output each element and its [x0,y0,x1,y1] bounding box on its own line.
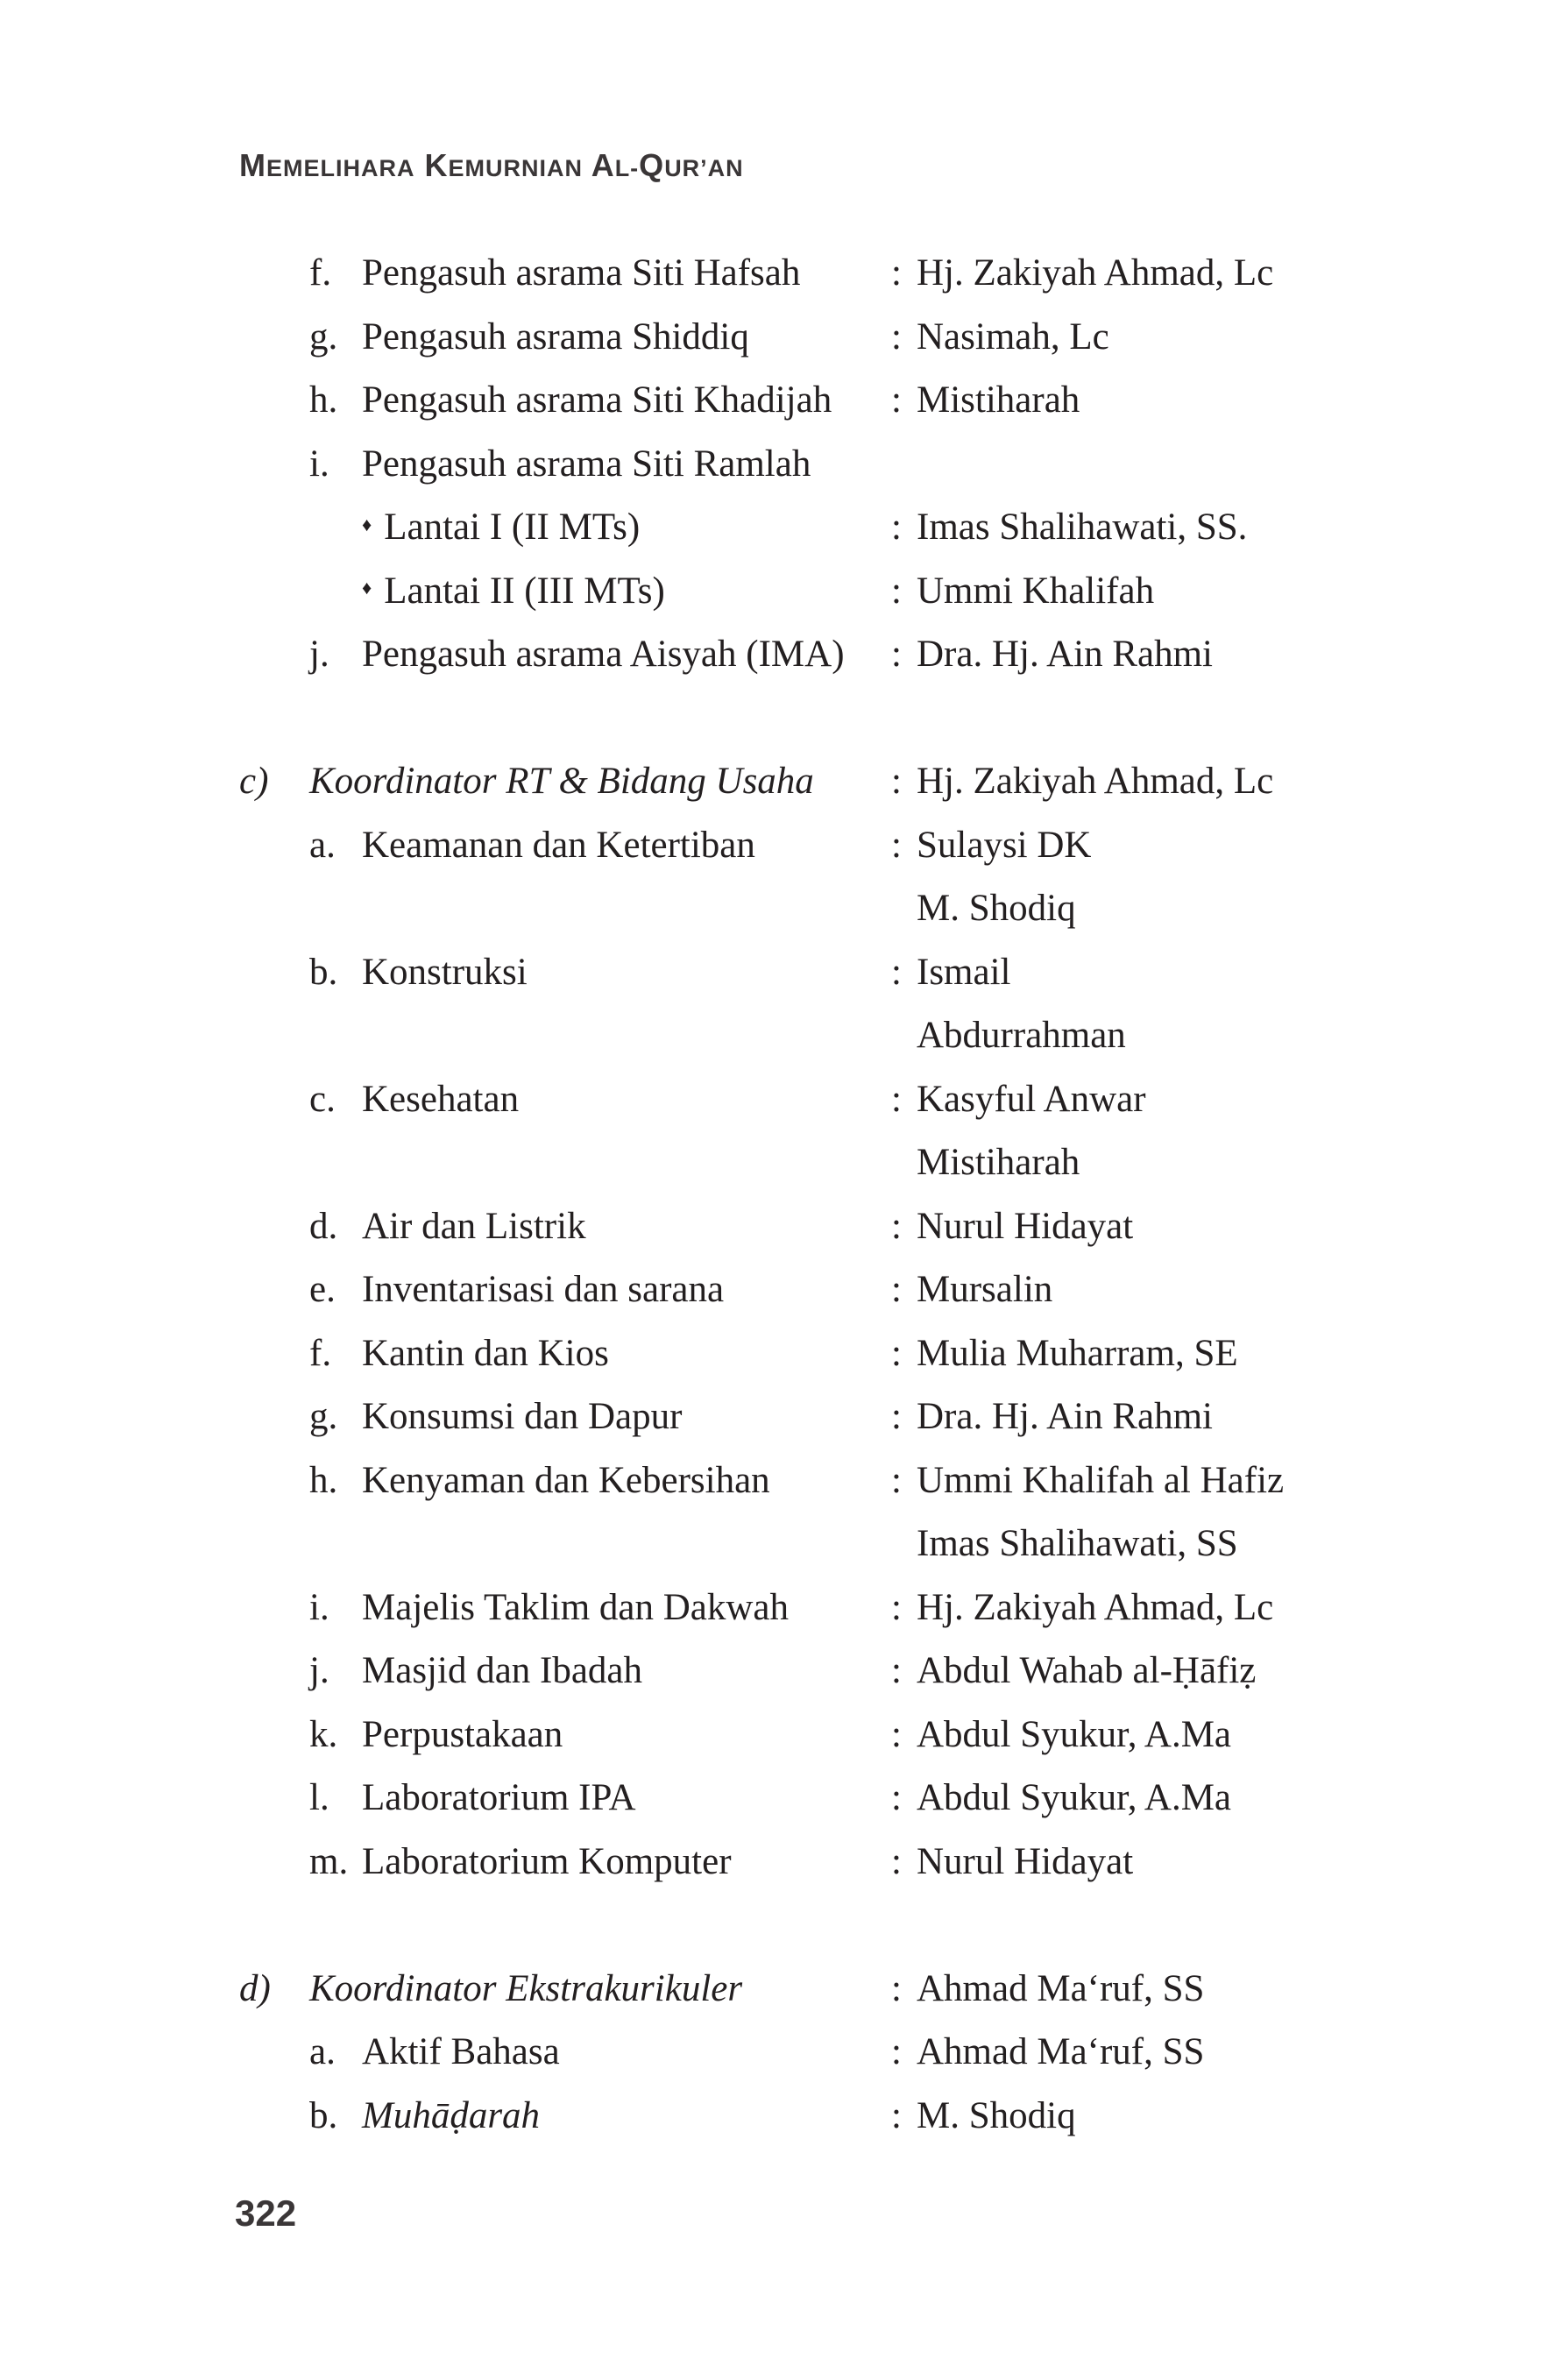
item-label: Aktif Bahasa [362,2031,560,2072]
item-label: Pengasuh asrama Siti Khadijah [362,379,832,421]
item-letter: f. [309,1332,332,1374]
header-char: M [239,147,266,183]
diamond-bullet-icon: ♦ [362,513,372,535]
item-letter: i. [309,443,329,485]
list-item [0,814,1551,878]
header-text: EMELIHARA [266,155,415,181]
item-value: M. Shodiq [917,2094,1076,2136]
item-value: Imas Shalihawati, SS [917,1523,1238,1564]
list-item [0,1704,1551,1767]
item-label: Pengasuh asrama Aisyah (IMA) [362,634,845,675]
colon: : [891,1269,902,1310]
item-letter: j. [309,1650,329,1691]
item-label: Muhāḍarah [362,2094,541,2136]
item-value: Kasyful Anwar [917,1078,1146,1120]
colon: : [891,761,902,802]
section-marker: d) [239,1967,271,2009]
section-heading-c [0,750,1551,814]
item-label: Perpustakaan [362,1713,563,1755]
item-label: Inventarisasi dan sarana [362,1269,725,1310]
item-label: Laboratorium IPA [362,1777,636,1818]
item-label: Pengasuh asrama Siti Ramlah [362,443,811,485]
item-value: Abdul Syukur, A.Ma [917,1777,1232,1818]
list-item [0,1449,1551,1513]
colon: : [891,252,902,294]
list-item [0,1576,1551,1640]
list-item-continued [0,1131,1551,1195]
item-label [362,496,640,562]
item-value: Dra. Hj. Ain Rahmi [917,634,1213,675]
item-letter: l. [309,1777,329,1818]
item-value: Imas Shalihawati, SS. [917,506,1248,548]
list-item [0,941,1551,1005]
item-letter: e. [309,1269,336,1310]
item-letter: h. [309,379,338,421]
list-subitem [0,560,1551,624]
list-item [0,433,1551,497]
item-letter: a. [309,824,336,866]
colon: : [891,634,902,675]
item-value: Hj. Zakiyah Ahmad, Lc [917,252,1274,294]
item-letter: a. [309,2031,336,2072]
list-item [0,369,1551,433]
colon: : [891,1586,902,1628]
subitem-label: Lantai I (II MTs) [384,506,641,548]
list-item [0,2085,1551,2149]
colon: : [891,1967,902,2009]
list-item-continued [0,1004,1551,1068]
item-label: Laboratorium Komputer [362,1840,732,1882]
section-heading-d [0,1958,1551,2022]
colon: : [891,1713,902,1755]
item-value: Nurul Hidayat [917,1840,1134,1882]
list-item [0,1195,1551,1259]
item-value: Sulaysi DK [917,824,1092,866]
colon: : [891,315,902,358]
item-label: Masjid dan Ibadah [362,1650,643,1691]
section-title: Koordinator Ekstrakurikuler [309,1967,743,2009]
item-label [362,560,665,626]
header-char: Q [639,147,665,183]
colon: : [891,1205,902,1247]
colon: : [891,1840,902,1882]
item-value: Hj. Zakiyah Ahmad, Lc [917,1586,1274,1628]
header-char: K [424,147,449,183]
list-item-continued [0,1512,1551,1576]
subitem-label: Lantai II (III MTs) [384,570,665,612]
section-value: Hj. Zakiyah Ahmad, Lc [917,761,1274,802]
header-text: EMURNIAN [448,155,584,181]
colon: : [891,506,902,548]
item-label: Air dan Listrik [362,1205,586,1247]
colon: : [891,1459,902,1501]
list-item [0,242,1551,306]
colon: : [891,1332,902,1374]
item-letter: b. [309,951,338,993]
item-letter: k. [309,1713,338,1755]
list-item [0,2021,1551,2085]
list-item [0,1322,1551,1386]
item-letter: j. [309,634,329,675]
colon: : [891,2031,902,2072]
item-value: Ahmad Ma‘ruf, SS [917,2031,1205,2072]
item-letter: h. [309,1459,338,1501]
item-letter: i. [309,1586,329,1628]
item-value: Ummi Khalifah al Hafiz [917,1459,1285,1501]
item-value: Nasimah, Lc [917,315,1109,358]
item-value: Abdul Syukur, A.Ma [917,1713,1232,1755]
list-item [0,1068,1551,1132]
item-label: Konstruksi [362,951,528,993]
colon: : [891,1078,902,1120]
header-char: A [591,147,615,183]
list-item [0,623,1551,687]
item-value: Abdurrahman [917,1015,1126,1056]
colon: : [891,570,902,612]
running-header [239,147,744,184]
page-content [0,242,1551,2148]
item-label: Kesehatan [362,1078,520,1120]
item-value: Ummi Khalifah [917,570,1155,612]
list-item [0,1640,1551,1704]
section-title: Koordinator RT & Bidang Usaha [309,761,814,802]
colon: : [891,1650,902,1691]
item-letter: m. [309,1840,349,1882]
item-value: Ismail [917,951,1011,993]
list-item [0,1767,1551,1831]
item-letter: g. [309,1396,338,1437]
item-label: Pengasuh asrama Shiddiq [362,315,749,358]
list-item [0,306,1551,370]
list-item [0,1258,1551,1322]
colon: : [891,951,902,993]
item-letter: c. [309,1078,336,1120]
item-label: Keamanan dan Ketertiban [362,824,755,866]
item-label: Konsumsi dan Dapur [362,1396,683,1437]
colon: : [891,379,902,421]
section-marker: c) [239,761,269,802]
item-letter: b. [309,2094,338,2136]
item-value: Dra. Hj. Ain Rahmi [917,1396,1213,1437]
diamond-bullet-icon: ♦ [362,577,372,599]
list-subitem [0,496,1551,560]
item-value: Nurul Hidayat [917,1205,1134,1247]
header-text: L- [614,155,640,181]
colon: : [891,824,902,866]
page-number: 322 [235,2192,297,2234]
item-letter: g. [309,315,338,358]
item-value: Mulia Muharram, SE [917,1332,1238,1374]
item-label: Kantin dan Kios [362,1332,609,1374]
list-item-continued [0,877,1551,941]
item-label: Majelis Taklim dan Dakwah [362,1586,790,1628]
list-item [0,1831,1551,1895]
item-letter: d. [309,1205,338,1247]
colon: : [891,1777,902,1818]
item-label: Kenyaman dan Kebersihan [362,1459,770,1501]
section-value: Ahmad Ma‘ruf, SS [917,1967,1205,2009]
item-value: Abdul Wahab al-Ḥāfiẓ [917,1650,1257,1691]
item-value: Mistiharah [917,379,1080,421]
item-value: M. Shodiq [917,888,1076,929]
header-text: UR’AN [664,155,744,181]
item-letter: f. [309,252,332,294]
item-label: Pengasuh asrama Siti Hafsah [362,252,801,294]
list-item [0,1385,1551,1449]
item-value: Mistiharah [917,1142,1080,1183]
item-value: Mursalin [917,1269,1053,1310]
colon: : [891,1396,902,1437]
colon: : [891,2094,902,2136]
